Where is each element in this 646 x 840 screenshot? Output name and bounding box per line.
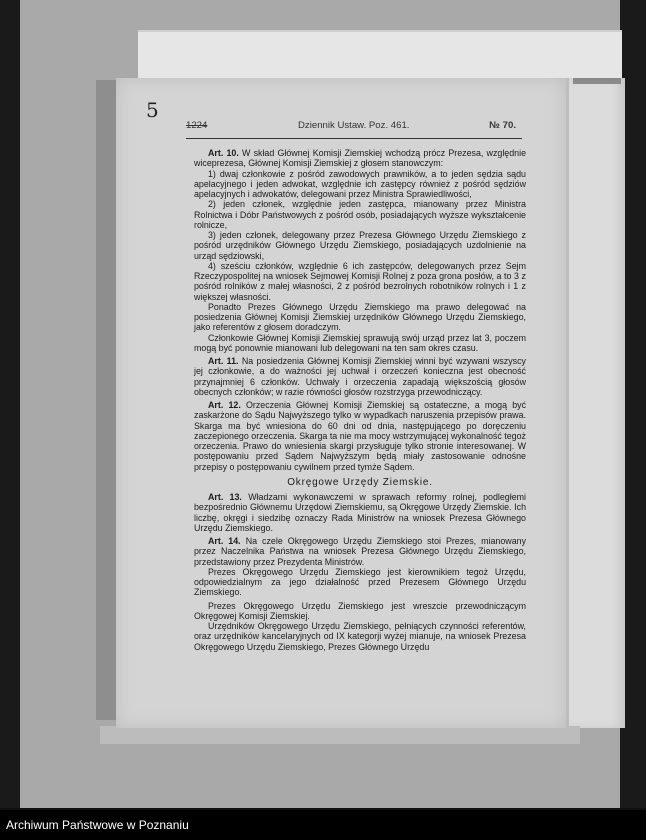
archive-footer xyxy=(0,810,646,840)
page-bottom-shadow xyxy=(100,726,580,744)
paragraph xyxy=(194,567,526,598)
margin-handwritten-mark: 5 xyxy=(146,98,159,122)
journal-title: Dziennik Ustaw. Poz. 461. xyxy=(298,120,410,131)
paragraph xyxy=(194,492,526,533)
paragraph-text: Urzędników Okręgowego Urzędu Ziemskiego, pełniących czynności referentów, oraz urzędników kancelaryjnych od IX kategorji wyżej mianuje, na wniosek Prezesa Okręgowego Urzędu Ziemskiego, Prezes Głównego Urzędu xyxy=(194,621,526,652)
paragraph-text: Ponadto Prezes Głównego Urzędu Ziemskiego ma prawo delegować na posiedzenia Głównej Komisji Ziemskiej urzędników Głównego Urzędu Ziemskiego, jako referentów z głosem doradczym. xyxy=(194,301,526,333)
paragraph xyxy=(194,601,526,622)
paragraph-text: Orzeczenia Głównej Komisji Ziemskiej są ostateczne, a mogą być zaskarżone do Sądu Najwyższego tylko w wypadkach naruszenia przepisów prawa. Skarga ma być wniesiona do 60 dni od dnia, następującego po doręczeniu zaczepionego orzeczenia. Skarga ta nie ma mocy wstrzymującej wykonalność tegoż orzeczenia. Prawo do wniesienia skargi przysługuje tylko stronie interesowanej. W postępowaniu przed Sądem Najwyższym będą miały zastosowanie odnośne przepisy o postępowaniu cywilnem przed tymże Sądem. xyxy=(194,400,527,472)
article-lead: Art. 12. xyxy=(208,400,241,410)
page-header xyxy=(186,120,576,136)
paragraph xyxy=(194,199,526,230)
page-number: 1224 xyxy=(186,120,208,131)
strip-rim xyxy=(573,78,621,84)
paragraph-text: Na posiedzenia Głównej Komisji Ziemskiej winni być wzywani wszyscy jej członkowie, a do ważności jej uchwał i orzeczeń konieczna jest obecność przynajmniej 6 członków. Uchwały i orzeczenia zapadają większością głosów obecnych członków; w razie równości głosów rozstrzyga przewodniczący. xyxy=(194,356,526,397)
paragraph xyxy=(194,302,526,333)
article-lead: Art. 14. xyxy=(208,536,241,546)
paragraph xyxy=(194,356,526,397)
article-lead: Art. 11. xyxy=(208,356,239,366)
paragraph xyxy=(194,148,526,169)
right-paper-strip xyxy=(566,78,625,728)
section-title: Okręgowe Urzędy Ziemskie. xyxy=(287,476,433,488)
paragraph xyxy=(194,261,526,302)
back-sheet xyxy=(138,30,622,82)
paragraph-text: Władzami wykonawczemi w sprawach reformy rolnej, podległemi bezpośrednio Głównemu Urzędowi Ziemskiemu, są Okręgowe Urzędy Ziemskie. Ich liczbę, okręgi i siedzibę oznaczy Rada Ministrów na wniosek Prezesa Głównego Urzędu Ziemskiego. xyxy=(194,492,527,533)
document-page xyxy=(116,78,566,728)
header-rule xyxy=(186,138,522,139)
paragraph-text: 2) jeden członek, względnie jeden zastępca, mianowany przez Ministra Rolnictwa i Dóbr Państwowych z pośród osób, posiadających wyższe wykształcenie rolnicze, xyxy=(194,199,526,230)
paragraph xyxy=(194,400,526,472)
archive-label: Archiwum Państwowe w Poznaniu xyxy=(6,818,189,832)
paragraph xyxy=(194,536,526,567)
paragraph-text: 3) jeden członek, delegowany przez Prezesa Głównego Urzędu Ziemskiego z pośród urzędników Głównego Urzędu Ziemskiego, posiadających uzdolnienie na urząd sędziowski, xyxy=(194,230,526,261)
paragraph xyxy=(194,333,526,354)
issue-number: № 70. xyxy=(489,120,516,131)
page-left-edge xyxy=(96,80,116,720)
paragraph-text: 1) dwaj członkowie z pośród zawodowych prawników, a to jeden sędzia sądu apelacyjnego i jeden adwokat, względnie ich zastępcy również z pośród sędziów apelacyjnych i adwokatów, delegowani przez Ministra Sprawiedliwości, xyxy=(194,168,526,199)
paragraph xyxy=(194,169,526,200)
paragraph-text: Na czele Okręgowego Urzędu Ziemskiego stoi Prezes, mianowany przez Naczelnika Państwa na wniosek Prezesa Głównego Urzędu Ziemskiego, przedstawiony przez Prezydenta Ministrów. xyxy=(194,536,527,567)
paragraph-text: Prezes Okręgowego Urzędu Ziemskiego jest wreszcie przewodniczącym Okręgowej Komisji Ziemskiej. xyxy=(194,600,526,621)
paragraph-text: Członkowie Głównej Komisji Ziemskiej sprawują swój urząd przez lat 3, poczem mogą być ponownie mianowani lub delegowani na ten sam okres czasu. xyxy=(194,332,526,353)
article-text xyxy=(194,148,526,652)
paragraph-text: W skład Głównej Komisji Ziemskiej wchodzą prócz Prezesa, względnie wiceprezesa, Głównej Komisji Ziemskiej z głosem stanowczym: xyxy=(194,148,527,169)
paragraph-text: Prezes Okręgowego Urzędu Ziemskiego jest kierownikiem tegoż Urzędu, odpowiedzialnym za jego działalność przed Prezesem Głównego Urzędu Ziemskiego. xyxy=(194,566,526,598)
article-lead: Art. 13. xyxy=(208,492,242,502)
paragraph xyxy=(194,230,526,261)
paragraph xyxy=(194,621,526,652)
paragraph-text: 4) sześciu członków, względnie 6 ich zastępców, delegowanych przez Sejm Rzeczypospolitej na wniosek Sejmowej Komisji Rolnej z poza grona posłów, a to 3 z pośród rolników z małej własności, 2 z pośród bezrolnych robotników rolnych i 1 z większej własności. xyxy=(194,260,526,302)
article-lead: Art. 10. xyxy=(208,148,239,158)
